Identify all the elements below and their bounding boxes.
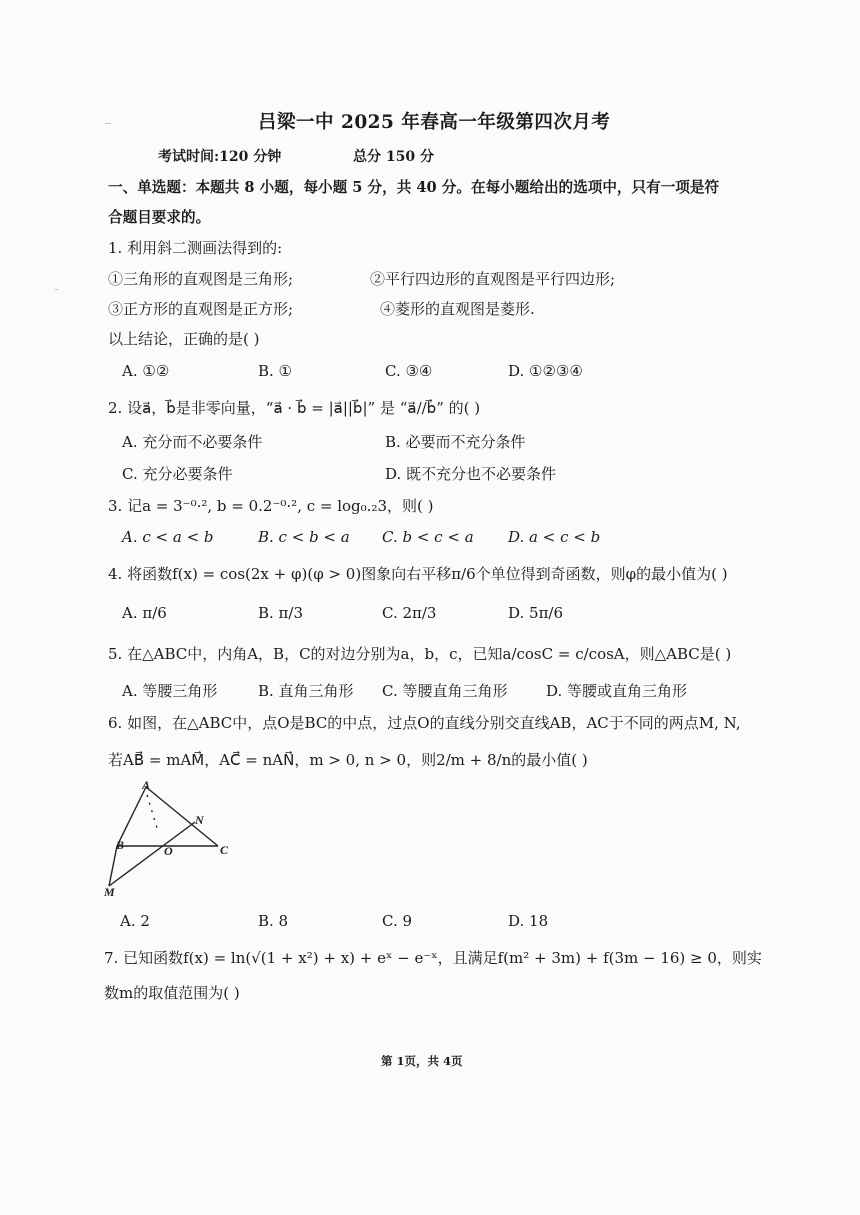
question-4-option-b: B. π/3 — [258, 604, 304, 622]
exam-total-score: 总分 150 分 — [353, 149, 434, 165]
label-a: A — [142, 778, 151, 792]
question-1-statement-4: ④菱形的直观图是菱形. — [380, 300, 535, 318]
segment-bm — [109, 846, 117, 886]
question-7-stem: 7. 已知函数f(x) = ln(√(1 + x²) + x) + eˣ − e⁻ˣ，且满足f(m² + 3m) + f(3m − 16) ≥ 0，则实 — [104, 949, 762, 967]
question-2-option-b: B. 必要而不充分条件 — [385, 433, 526, 451]
segment-ao-dashed — [147, 795, 157, 828]
question-1-stem: 1. 利用斜二测画法得到的: — [108, 239, 283, 257]
question-6-option-d: D. 18 — [508, 912, 549, 930]
question-5-option-c: C. 等腰直角三角形 — [382, 682, 508, 700]
question-3-option-c: C. b < c < a — [382, 528, 474, 546]
question-3-option-d: D. a < c < b — [508, 528, 601, 546]
question-1-statement-3: ③正方形的直观图是正方形; — [108, 300, 294, 318]
question-2-option-d: D. 既不充分也不必要条件 — [385, 465, 557, 483]
scan-speck — [55, 289, 58, 290]
label-m: M — [104, 885, 115, 899]
label-n: N — [195, 813, 204, 827]
label-b: B — [116, 838, 125, 852]
label-o: O — [164, 844, 173, 858]
question-6-stem-cont: 若AB⃗ = mAM⃗，AC⃗ = nAN⃗，m > 0, n > 0，则2/m + 8/n的最小值( ) — [108, 751, 588, 769]
section-instruction: 一、单选题：本题共 8 小题，每小题 5 分，共 40 分。在每小题给出的选项中，只有一项是符 — [108, 179, 720, 196]
question-1-option-d: D. ①②③④ — [508, 362, 583, 380]
question-2-stem: 2. 设a⃗，b⃗是非零向量，“a⃗ · b⃗ = |a⃗||b⃗|” 是 “a⃗//b⃗” 的( ) — [108, 399, 481, 417]
question-6-option-a: A. 2 — [120, 912, 150, 930]
figure-labels — [103, 778, 229, 899]
question-1-option-a: A. ①② — [122, 362, 170, 380]
exam-title: 吕梁一中 2025 年春高一年级第四次月考 — [258, 112, 611, 133]
question-4-option-d: D. 5π/6 — [508, 604, 564, 622]
section-instruction-cont: 合题目要求的。 — [108, 209, 211, 226]
triangle-lines — [109, 787, 218, 886]
question-5-stem: 5. 在△ABC中，内角A，B，C的对边分别为a，b，c，已知a/cosC = c/cosA，则△ABC是( ) — [108, 645, 732, 663]
question-4-option-c: C. 2π/3 — [382, 604, 437, 622]
question-3-option-a: A. c < a < b — [122, 528, 214, 546]
question-7-stem-cont: 数m的取值范围为( ) — [104, 984, 240, 1002]
question-2-option-c: C. 充分必要条件 — [122, 465, 233, 483]
segment-ac — [146, 787, 218, 846]
question-6-option-b: B. 8 — [258, 912, 289, 930]
question-3-stem: 3. 记a = 3⁻⁰·², b = 0.2⁻⁰·², c = log₀.₂3，则( ) — [108, 497, 434, 515]
exam-time: 考试时间:120 分钟 — [158, 149, 282, 165]
question-1-ask: 以上结论，正确的是( ) — [108, 330, 260, 348]
question-1-option-c: C. ③④ — [385, 362, 433, 380]
question-2-option-a: A. 充分而不必要条件 — [122, 433, 263, 451]
question-1-option-b: B. ① — [258, 362, 293, 380]
question-6-option-c: C. 9 — [382, 912, 413, 930]
question-3-option-b: B. c < b < a — [258, 528, 350, 546]
question-6-stem: 6. 如图，在△ABC中，点O是BC的中点，过点O的直线分别交直线AB，AC于不同的两点M, N, — [108, 714, 741, 732]
label-c: C — [220, 843, 229, 857]
question-5-option-d: D. 等腰或直角三角形 — [546, 682, 688, 700]
page-footer: 第 1页，共 4页 — [381, 1054, 463, 1068]
question-4-option-a: A. π/6 — [122, 604, 167, 622]
question-4-stem: 4. 将函数f(x) = cos(2x + φ)(φ > 0)图象向右平移π/6个单位得到奇函数，则φ的最小值为( ) — [108, 565, 728, 583]
question-5-option-b: B. 直角三角形 — [258, 682, 354, 700]
question-5-option-a: A. 等腰三角形 — [122, 682, 218, 700]
question-1-statement-2: ②平行四边形的直观图是平行四边形; — [370, 270, 616, 288]
triangle-figure — [100, 778, 240, 903]
segment-mn — [109, 822, 195, 886]
scan-speck — [105, 123, 111, 124]
question-1-statement-1: ①三角形的直观图是三角形; — [108, 270, 294, 288]
